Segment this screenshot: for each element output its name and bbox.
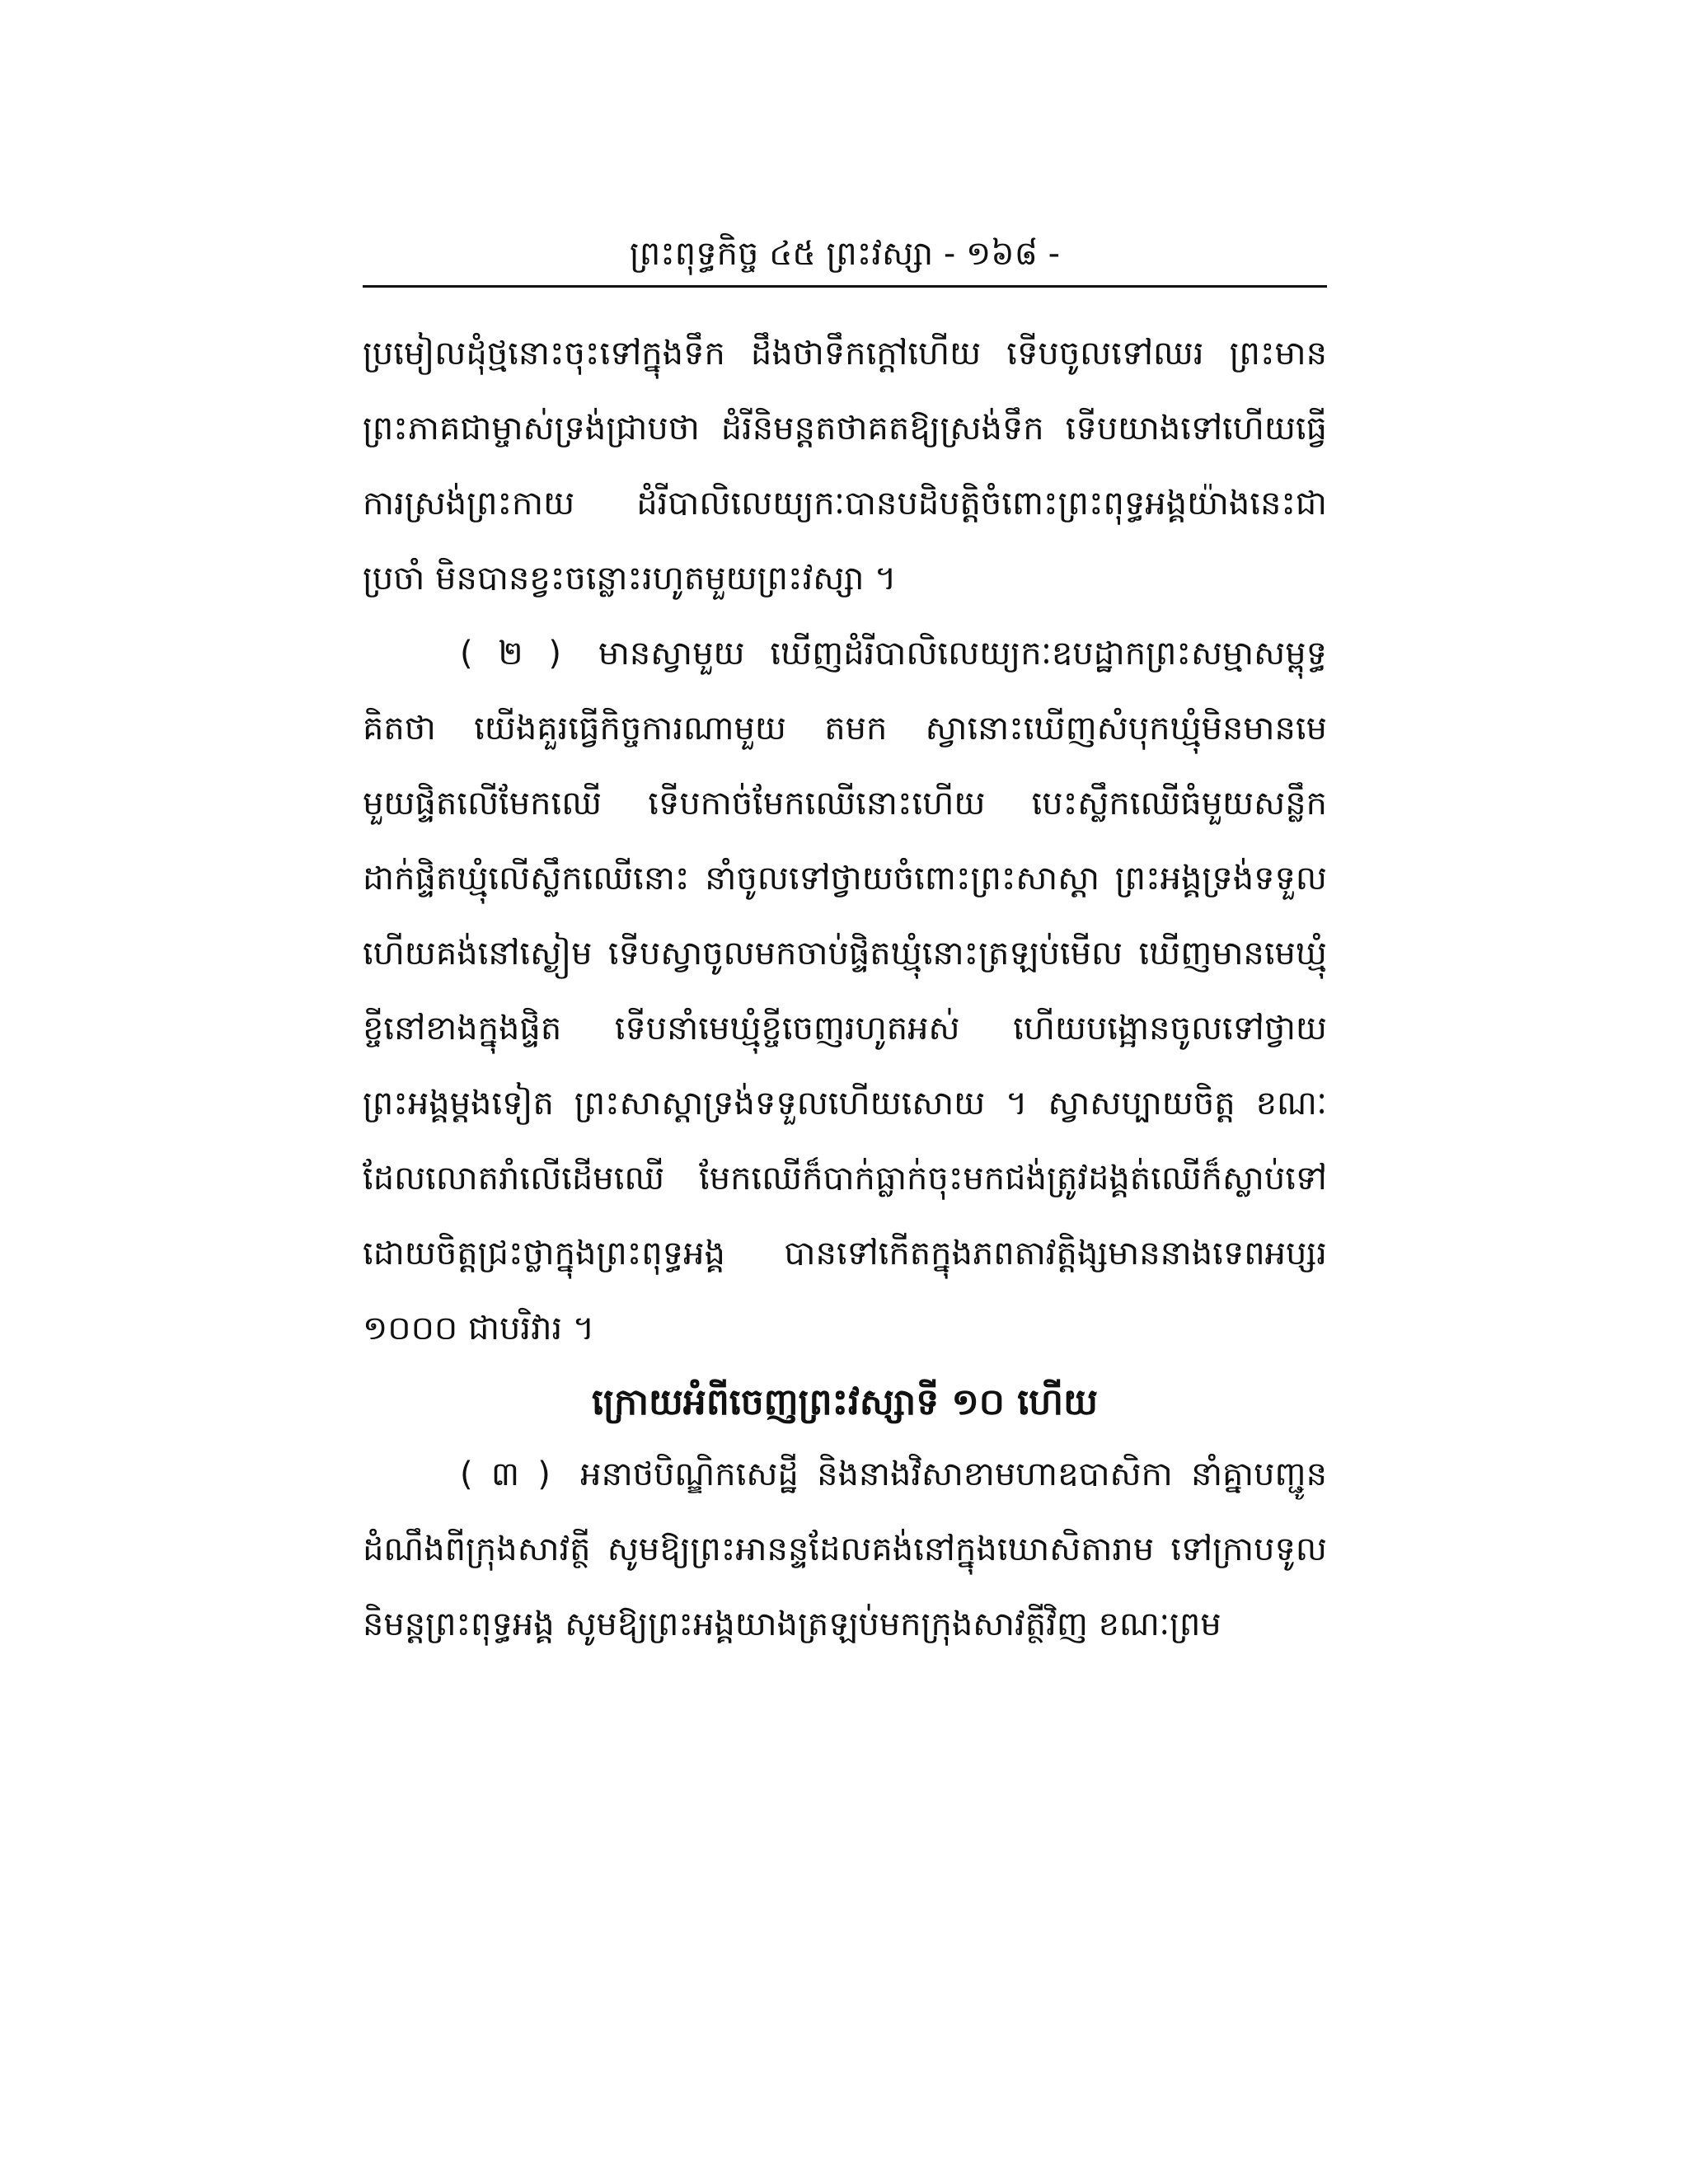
running-header: ព្រះពុទ្ធកិច្ច ៤៥ ព្រះវស្សា - ១៦៨ - <box>629 235 1061 273</box>
paragraph-marker: ( ២ ) <box>460 635 562 673</box>
paragraph-text: ប្រមៀលដុំថ្មនោះចុះទៅក្នុងទឹក ដឹងថាទឹកក្តៅហើយ ទើបចូលទៅឈរ ព្រះមានព្រះភាគជាម្ចាស់ទ្រង់ជ្រាបថា ដំរីនិមន្តតថាគតឱ្យស្រង់ទឹក ទើបយាងទៅហើយធ្វើការស្រង់ព្រះកាយ ដំរីបាលិលេយ្យកៈបានបដិបត្តិចំពោះព្រះពុទ្ធអង្គយ៉ាងនេះជាប្រចាំ មិនបានខ្វះចន្លោះរហូតមួយព្រះវស្សា ។ <box>363 335 1327 598</box>
paragraph-text: អនាថបិណ្ឌិកសេដ្ឋី និងនាងវិសាខាមហាឧបាសិកា នាំគ្នាបញ្ជូនដំណឹងពីក្រុងសាវត្ថី សូមឱ្យព្រះអានន្ទដែលគង់នៅក្នុងឃោសិតារាម ទៅក្រាបទូលនិមន្តព្រះពុទ្ធអង្គ សូមឱ្យព្រះអង្គយាងត្រឡប់មកក្រុងសាវត្ថីវិញ ខណៈព្រម <box>363 1455 1328 1643</box>
paragraph-3 <box>363 1437 1327 1662</box>
section-heading: ក្រោយអំពីចេញព្រះវស្សាទី ១០ ហើយ <box>592 1381 1098 1423</box>
paragraph-2 <box>363 616 1327 1366</box>
paragraph-marker: ( ៣ ) <box>460 1455 551 1493</box>
header-rule <box>363 285 1327 288</box>
paragraph-text: មានស្វាមួយ ឃើញដំរីបាលិលេយ្យកៈឧបដ្ឋាកព្រះសម្មាសម្ពុទ្ធ គិតថា យើងគួរធ្វើកិច្ចការណាមួយ តមក ស្វានោះឃើញសំបុកឃ្មុំមិនមានមេមួយផ្ទិតលើមែកឈើ ទើបកាច់មែកឈើនោះហើយ បេះស្លឹកឈើធំមួយសន្លឹកដាក់ផ្ទិតឃ្មុំលើស្លឹកឈើនោះ នាំចូលទៅថ្វាយចំពោះព្រះសាស្តា ព្រះអង្គទ្រង់ទទួលហើយគង់នៅស្ងៀម ទើបស្វាចូលមកចាប់ផ្ទិតឃ្មុំនោះត្រឡប់មើល ឃើញមានមេឃ្មុំខ្ចីនៅខាងក្នុងផ្ទិត ទើបនាំមេឃ្មុំខ្ចីចេញរហូតអស់ ហើយបង្អោនចូលទៅថ្វាយព្រះអង្គម្តងទៀត ព្រះសាស្តាទ្រង់ទទួលហើយសោយ ។ ស្វាសប្បាយចិត្ត ខណៈដែលលោតរាំលើដើមឈើ មែកឈើក៏បាក់ធ្លាក់ចុះមកជង់ត្រូវដង្គត់ឈើក៏ស្លាប់ទៅ ដោយចិត្តជ្រះថ្លាក្នុងព្រះពុទ្ធអង្គ បានទៅកើតក្នុងភពតាវត្តិង្សមាននាងទេពអប្សរ ១០០០ ជាបរិវារ ។ <box>363 635 1327 1347</box>
body-text <box>363 316 1327 1662</box>
paragraph-continuation <box>363 316 1327 616</box>
